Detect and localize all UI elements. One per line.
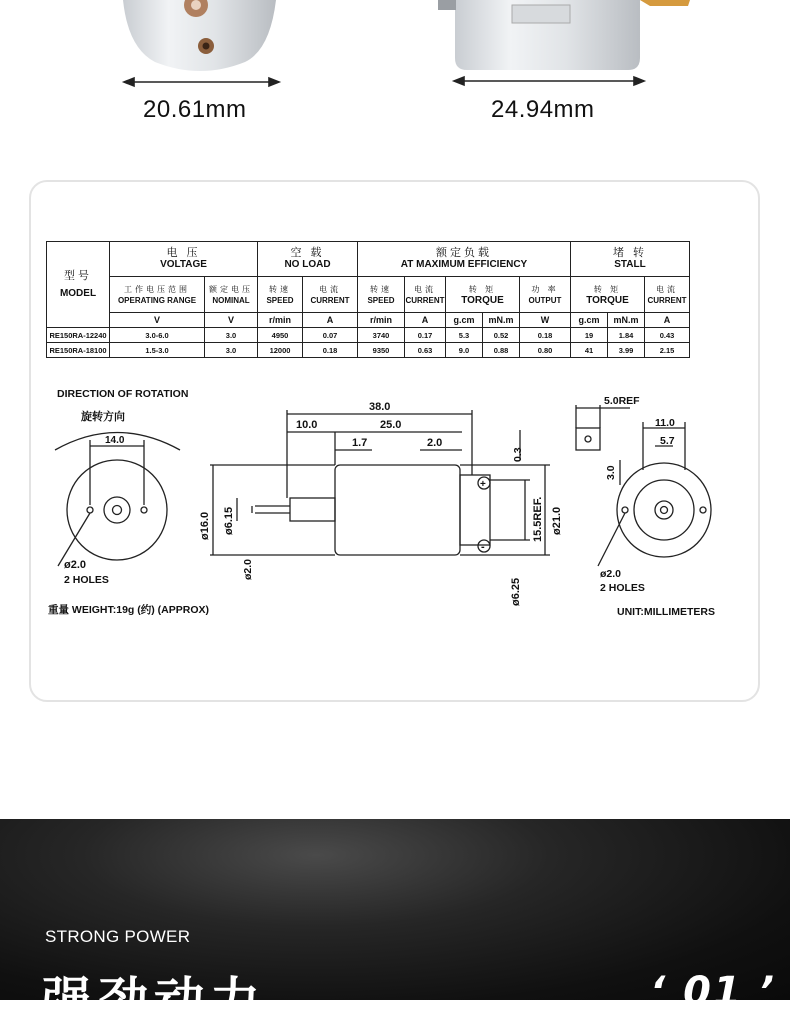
unit-cell: W — [520, 313, 571, 328]
table-cell: 0.63 — [405, 343, 446, 358]
table-cell: 3.0-6.0 — [110, 328, 205, 343]
dim-d2: ø2.0 — [242, 558, 254, 580]
table-cell: 0.07 — [303, 328, 358, 343]
table-cell: 3.99 — [608, 343, 645, 358]
table-cell: 1.5-3.0 — [110, 343, 205, 358]
table-cell: 0.88 — [483, 343, 520, 358]
sub-header: 转 矩 TORQUE — [571, 277, 645, 313]
unit-cell: mN.m — [483, 313, 520, 328]
table-cell: 12000 — [258, 343, 303, 358]
front-view-outline — [67, 460, 167, 560]
unit-cell: g.cm — [446, 313, 483, 328]
unit-cell: mN.m — [608, 313, 645, 328]
banner-subtitle: STRONG POWER — [45, 927, 191, 946]
product-photos — [0, 0, 790, 180]
unit-cell: V — [110, 313, 205, 328]
minus-terminal: - — [481, 541, 485, 553]
dim-10: 10.0 — [296, 419, 318, 431]
table-row — [47, 328, 690, 343]
unit-label: UNIT:MILLIMETERS — [617, 606, 715, 618]
dim-57: 5.7 — [660, 435, 675, 447]
banner-title: 强劲动力 — [42, 972, 266, 1030]
unit-cell: r/min — [358, 313, 405, 328]
table-row — [47, 343, 690, 358]
sub-header: 转速 SPEED — [358, 277, 405, 313]
spec-table — [46, 241, 690, 358]
sub-header: 额定电压 NOMINAL — [205, 277, 258, 313]
model-cell: RE150RA-12240 — [47, 328, 110, 343]
technical-drawing — [0, 370, 790, 640]
model-cell: RE150RA-18100 — [47, 343, 110, 358]
table-cell: 0.17 — [405, 328, 446, 343]
weight-label: 重量 WEIGHT:19g (约) (APPROX) — [48, 604, 210, 616]
dim-30: 3.0 — [605, 465, 617, 480]
table-cell: 0.18 — [520, 328, 571, 343]
sub-header: 功 率 OUTPUT — [520, 277, 571, 313]
table-cell: 0.18 — [303, 343, 358, 358]
terminal-tab — [576, 428, 600, 450]
side-view-shaft-boss — [290, 498, 335, 521]
dim-38: 38.0 — [369, 401, 391, 413]
table-cell: 19 — [571, 328, 608, 343]
rotation-title: DIRECTION OF ROTATION — [57, 388, 189, 400]
unit-cell: g.cm — [571, 313, 608, 328]
table-cell: 2.15 — [645, 343, 690, 358]
unit-cell: A — [303, 313, 358, 328]
holes-label-2: 2 HOLES — [600, 582, 645, 594]
table-cell: 0.43 — [645, 328, 690, 343]
dim-5ref: 5.0REF — [604, 395, 640, 407]
dim-d625: ø6.25 — [510, 577, 522, 606]
holes-label: 2 HOLES — [64, 574, 109, 586]
dim-155: 15.5REF. — [532, 496, 544, 542]
noload-header: 空 载 NO LOAD — [258, 242, 358, 277]
table-cell: 0.52 — [483, 328, 520, 343]
sub-header: 电流 CURRENT — [645, 277, 690, 313]
dim-03: 0.3 — [512, 447, 524, 462]
dim-14: 14.0 — [105, 435, 125, 446]
voltage-header: 电 压 VOLTAGE — [110, 242, 258, 277]
dim-25: 25.0 — [380, 419, 402, 431]
rotation-zh: 旋转方向 — [81, 411, 125, 423]
end-view-outline — [617, 463, 711, 557]
hole-dia: ø2.0 — [64, 559, 87, 571]
motor-photos-svg — [0, 0, 790, 180]
table-cell: 3.0 — [205, 343, 258, 358]
unit-cell: r/min — [258, 313, 303, 328]
table-cell: 9350 — [358, 343, 405, 358]
table-cell: 5.3 — [446, 328, 483, 343]
sub-header: 转速 SPEED — [258, 277, 303, 313]
dim-20: 2.0 — [427, 437, 443, 449]
dim-17: 1.7 — [352, 437, 368, 449]
banner-number: ‘ 01 ’ — [650, 969, 776, 1015]
model-header: 型号 MODEL — [47, 242, 110, 328]
table-cell: 3740 — [358, 328, 405, 343]
dim-d615: ø6.15 — [223, 506, 235, 535]
stall-header: 堵 转 STALL — [571, 242, 690, 277]
table-cell: 3.0 — [205, 328, 258, 343]
unit-cell: V — [205, 313, 258, 328]
plus-terminal: + — [480, 479, 486, 490]
dim-d16: ø16.0 — [199, 511, 211, 540]
unit-cell: A — [405, 313, 446, 328]
table-cell: 1.84 — [608, 328, 645, 343]
sub-header: 电流 CURRENT — [303, 277, 358, 313]
sub-header: 工作电压范围 OPERATING RANGE — [110, 277, 205, 313]
hole-dia-2: ø2.0 — [600, 568, 622, 580]
sub-header: 转 矩 TORQUE — [446, 277, 520, 313]
maxeff-header: 额定负载 AT MAXIMUM EFFICIENCY — [358, 242, 571, 277]
front-view-hub — [104, 497, 130, 523]
table-cell: 9.0 — [446, 343, 483, 358]
table-cell: 41 — [571, 343, 608, 358]
motor-side-photo — [438, 0, 690, 70]
sub-header: 电流 CURRENT — [405, 277, 446, 313]
feature-banner — [0, 819, 790, 1030]
side-view-body — [335, 465, 460, 555]
side-length-label: 24.94mm — [491, 96, 595, 123]
dim-d21: ø21.0 — [551, 506, 563, 535]
table-cell: 4950 — [258, 328, 303, 343]
table-cell: 0.80 — [520, 343, 571, 358]
motor-front-photo — [123, 0, 276, 71]
dim-11: 11.0 — [655, 417, 675, 429]
front-diameter-label: 20.61mm — [143, 96, 247, 123]
unit-cell: A — [645, 313, 690, 328]
dimension-arrows — [124, 77, 644, 86]
